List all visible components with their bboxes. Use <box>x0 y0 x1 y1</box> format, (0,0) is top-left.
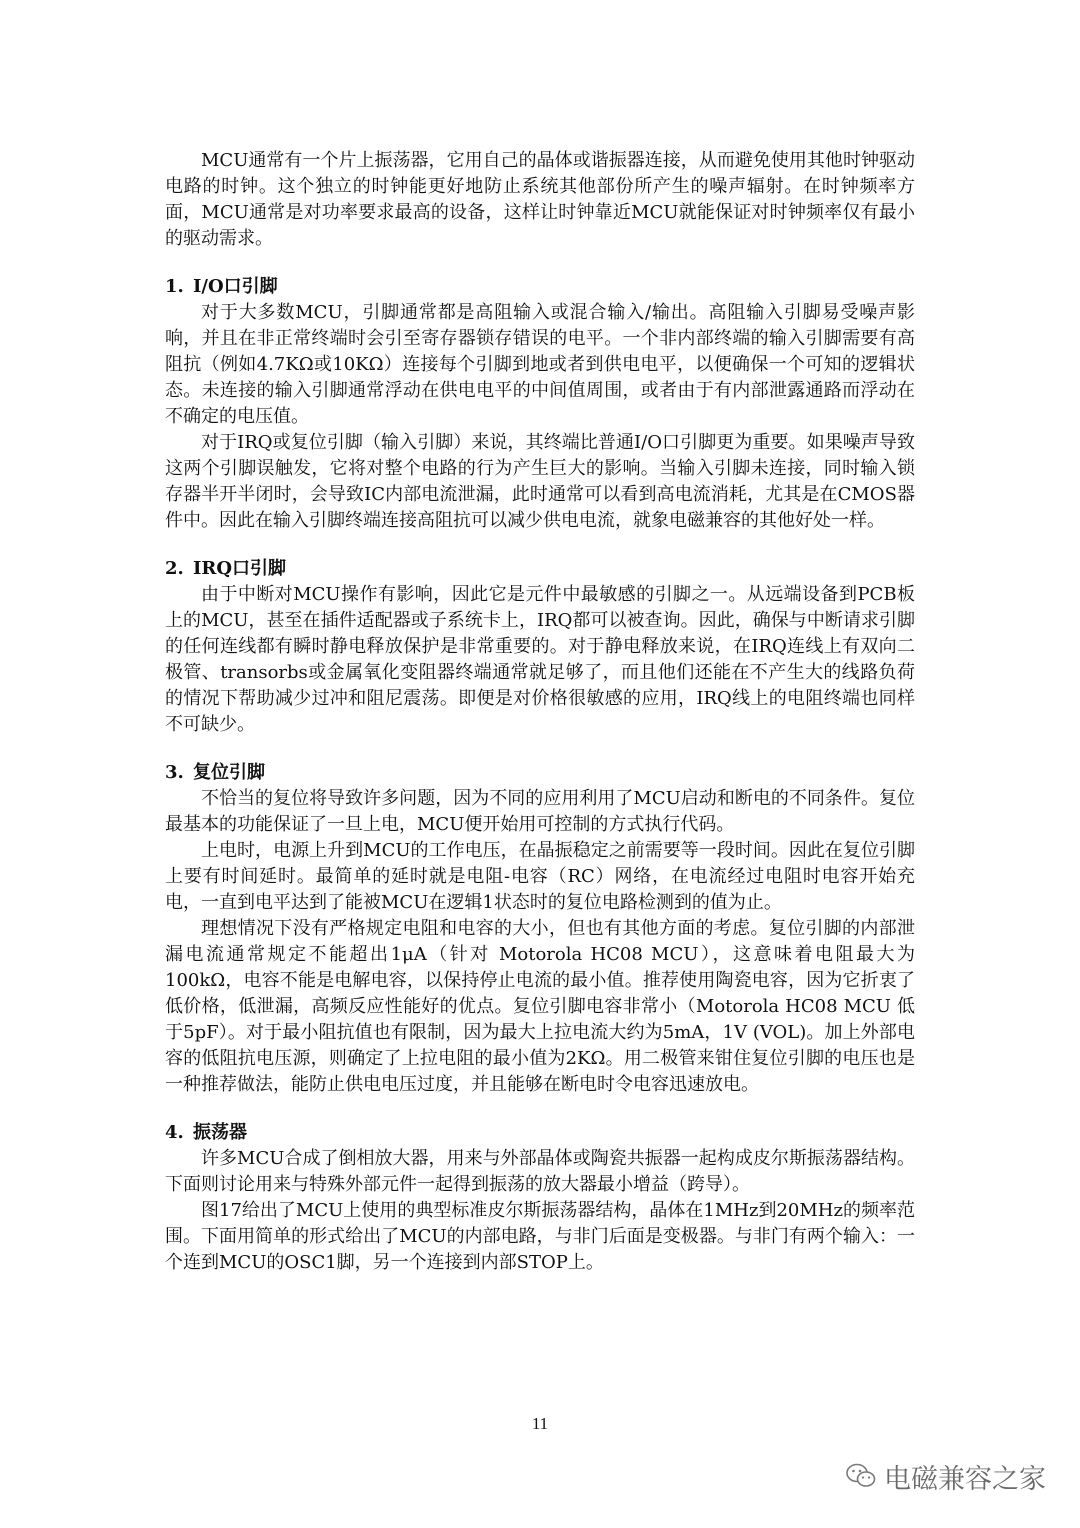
section-number: 4. <box>165 1122 184 1143</box>
watermark-text: 电磁兼容之家 <box>884 1463 1046 1495</box>
intro-paragraph: MCU通常有一个片上振荡器，它用自己的晶体或谐振器连接，从而避免使用其他时钟驱动电路的时钟。这个独立的时钟能更好地防止系统其他部份所产生的噪声辐射。在时钟频率方面，MCU通常是对功率要求最高的设备，这样让时钟靠近MCU就能保证对时钟频率仅有最小的驱动需求。 <box>165 150 915 249</box>
section-title: I/O口引脚 <box>193 276 278 297</box>
document-body <box>165 148 915 1276</box>
paragraph: 不恰当的复位将导致许多问题，因为不同的应用利用了MCU启动和断电的不同条件。复位最基本的功能保证了一旦上电，MCU便开始用可控制的方式执行代码。 <box>165 788 915 835</box>
section-title: 振荡器 <box>193 1122 247 1143</box>
paragraph: 图17给出了MCU上使用的典型标准皮尔斯振荡器结构，晶体在1MHz到20MHz的频率范围。下面用简单的形式给出了MCU的内部电路，与非门后面是变极器。与非门有两个输入：一个连到MCU的OSC1脚，另一个连接到内部STOP上。 <box>165 1200 915 1273</box>
section-title: IRQ口引脚 <box>193 558 287 579</box>
paragraph: 理想情况下没有严格规定电阻和电容的大小，但也有其他方面的考虑。复位引脚的内部泄漏电流通常规定不能超出1μA（针对 Motorola HC08 MCU），这意味着电阻最大为100kΩ，电容不能是电解电容，以保持停止电流的最小值。推荐使用陶瓷电容，因为它折衷了低价格，低泄漏，高频反应性能好的优点。复位引脚电容非常小（Motorola HC08 MCU 低于5pF）。对于最小阻抗值也有限制，因为最大上拉电流大约为5mA，1V (VOL)。加上外部电容的低阻抗电压源，则确定了上拉电阻的最小值为2KΩ。用二极管来钳住复位引脚的电压也是一种推荐做法，能防止供电电压过度，并且能够在断电时令电容迅速放电。 <box>165 918 915 1095</box>
section-heading <box>165 760 915 786</box>
paragraph: 许多MCU合成了倒相放大器，用来与外部晶体或陶瓷共振器一起构成皮尔斯振荡器结构。下面则讨论用来与特殊外部元件一起得到振荡的放大器最小增益（跨导）。 <box>165 1148 915 1195</box>
paragraph: 对于IRQ或复位引脚（输入引脚）来说，其终端比普通I/O口引脚更为重要。如果噪声导致这两个引脚误触发，它将对整个电路的行为产生巨大的影响。当输入引脚未连接，同时输入锁存器半开半闭时，会导致IC内部电流泄漏，此时通常可以看到高电流消耗，尤其是在CMOS器件中。因此在输入引脚终端连接高阻抗可以减少供电电流，就象电磁兼容的其他好处一样。 <box>165 432 915 531</box>
section-irq-pins <box>165 556 915 738</box>
section-reset-pin <box>165 760 915 1098</box>
watermark <box>846 1456 1046 1496</box>
section-io-pins <box>165 274 915 534</box>
section-number: 2. <box>165 558 184 579</box>
wechat-icon <box>846 1463 876 1489</box>
intro-section <box>165 148 915 252</box>
paragraph: 上电时，电源上升到MCU的工作电压，在晶振稳定之前需要等一段时间。因此在复位引脚上要有时间延时。最简单的延时就是电阻-电容（RC）网络，在电流经过电阻时电容开始充电，一直到电平达到了能被MCU在逻辑1状态时的复位电路检测到的值为止。 <box>165 840 915 913</box>
paragraph: 对于大多数MCU，引脚通常都是高阻输入或混合输入/输出。高阻输入引脚易受噪声影响，并且在非正常终端时会引至寄存器锁存错误的电平。一个非内部终端的输入引脚需要有高阻抗（例如4.7KΩ或10KΩ）连接每个引脚到地或者到供电电平，以便确保一个可知的逻辑状态。未连接的输入引脚通常浮动在供电电平的中间值周围，或者由于有内部泄露通路而浮动在不确定的电压值。 <box>165 302 915 427</box>
section-heading <box>165 1120 915 1146</box>
section-heading <box>165 274 915 300</box>
section-title: 复位引脚 <box>193 762 265 783</box>
section-oscillator <box>165 1120 915 1276</box>
page-number: 11 <box>531 1414 549 1433</box>
section-heading <box>165 556 915 582</box>
section-number: 3. <box>165 762 184 783</box>
paragraph: 由于中断对MCU操作有影响，因此它是元件中最敏感的引脚之一。从远端设备到PCB板上的MCU，甚至在插件适配器或子系统卡上，IRQ都可以被查询。因此，确保与中断请求引脚的任何连线都有瞬时静电释放保护是非常重要的。对于静电释放来说，在IRQ连线上有双向二极管、transorbs或金属氧化变阻器终端通常就足够了，而且他们还能在不产生大的线路负荷的情况下帮助减少过冲和阻尼震荡。即便是对价格很敏感的应用，IRQ线上的电阻终端也同样不可缺少。 <box>165 584 915 735</box>
section-number: 1. <box>165 276 184 297</box>
